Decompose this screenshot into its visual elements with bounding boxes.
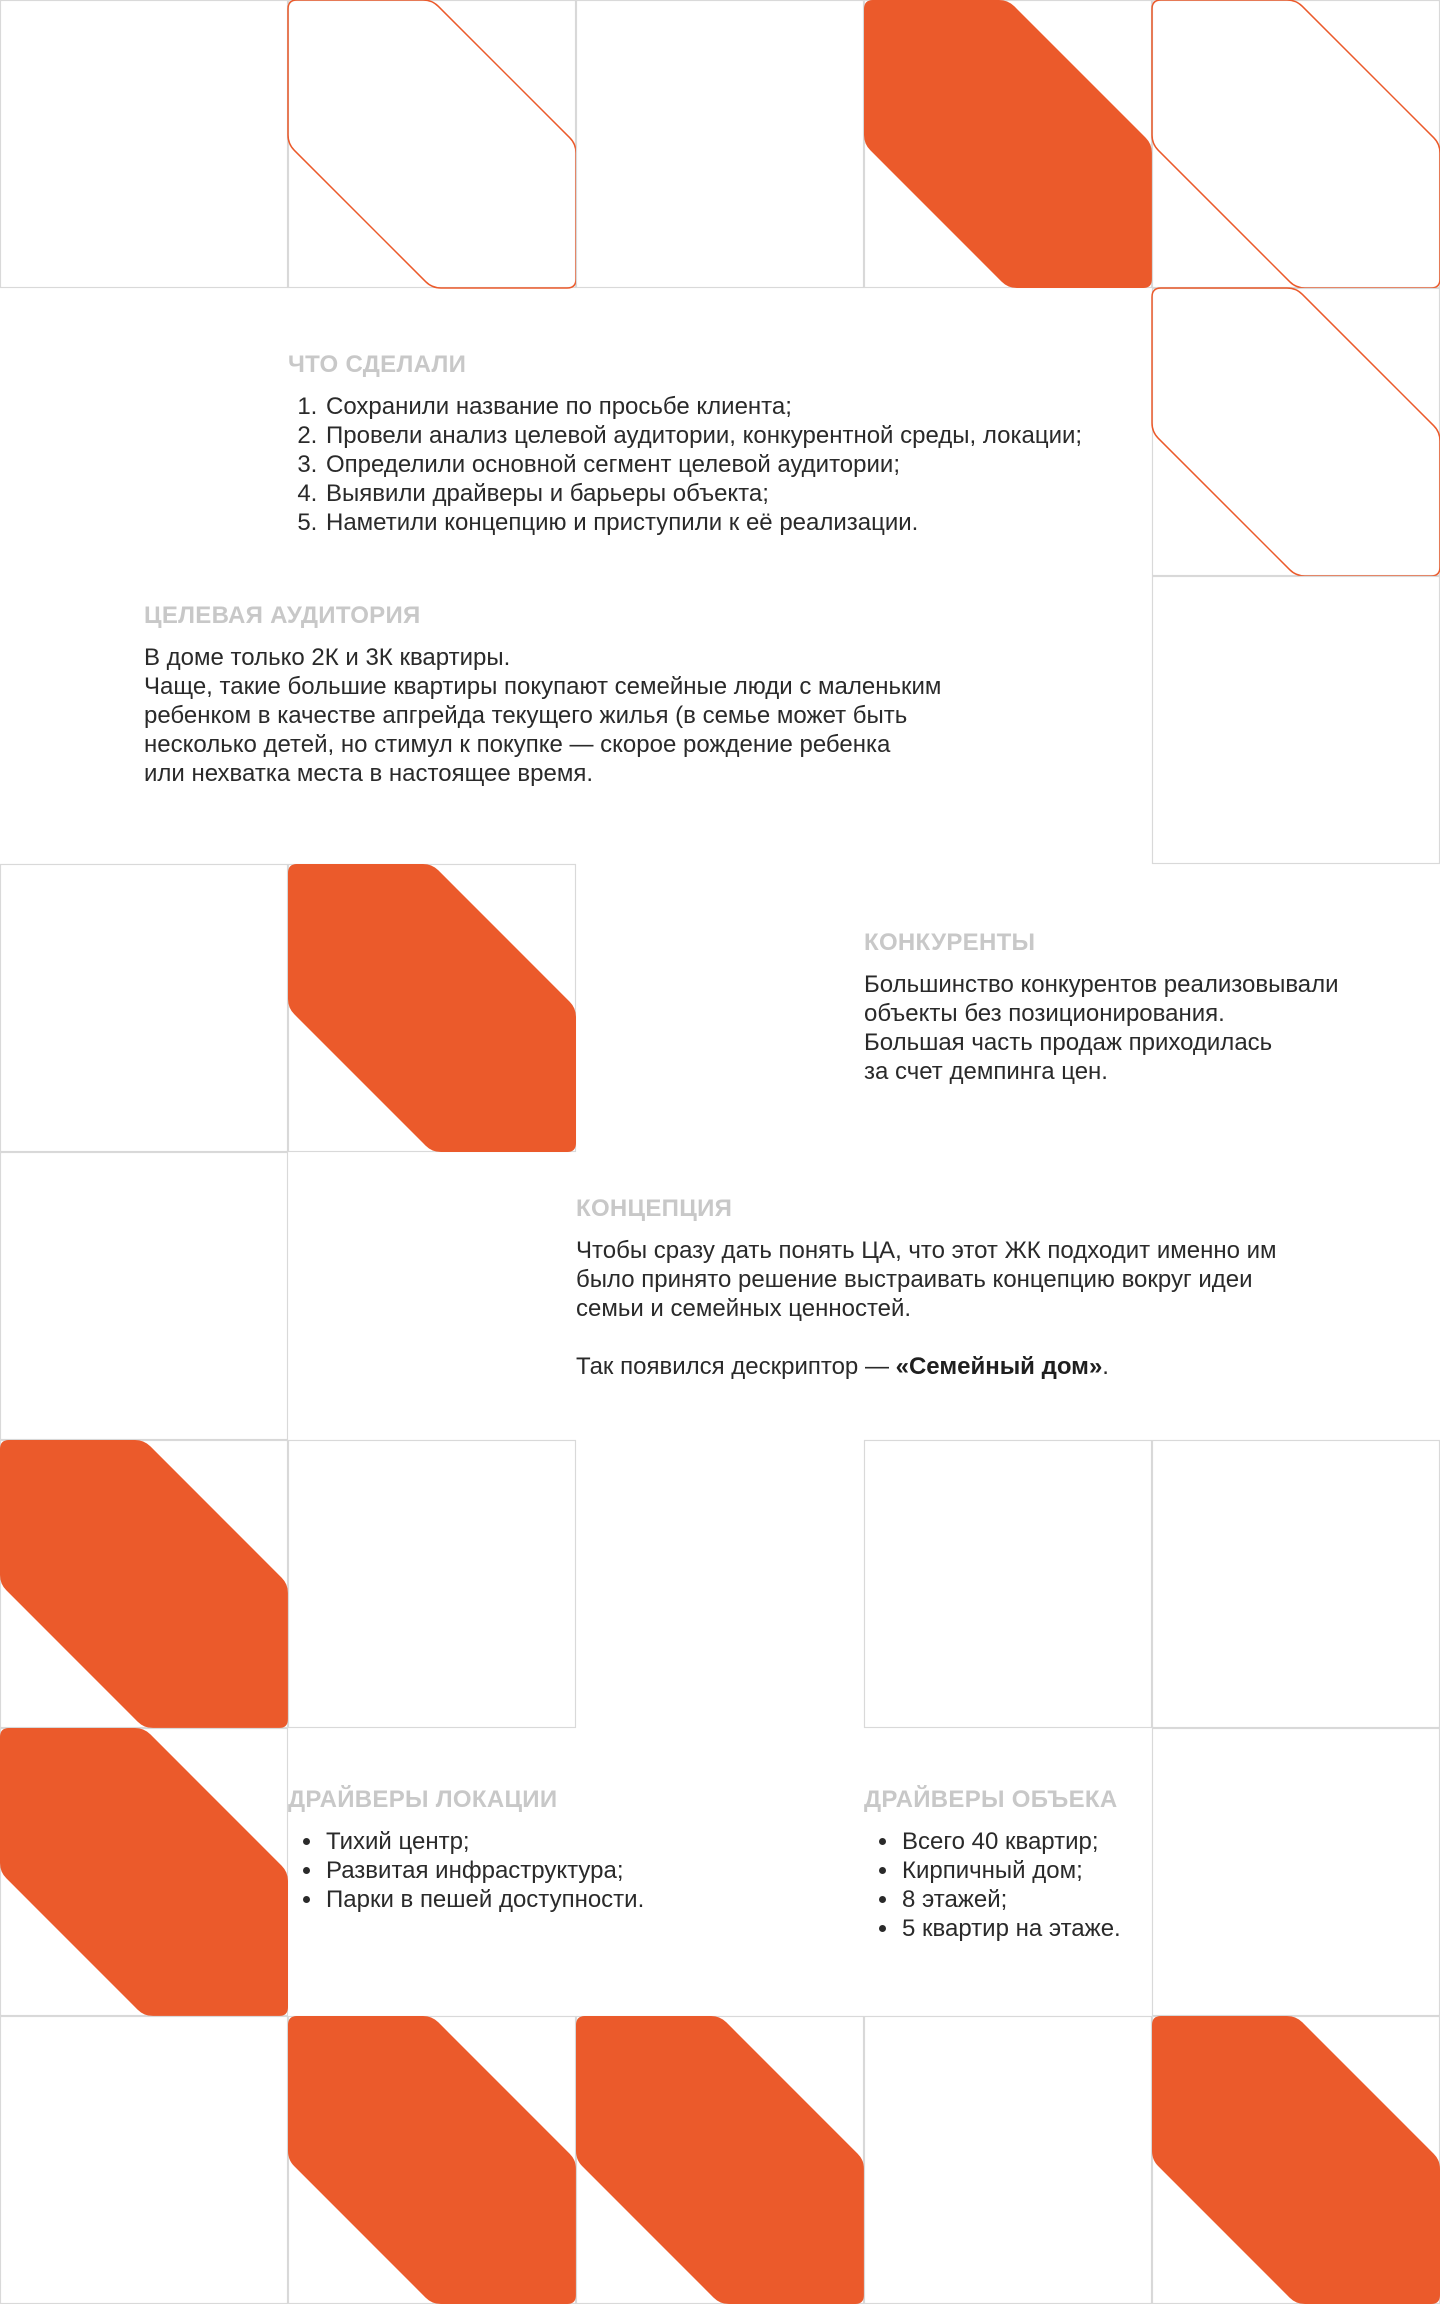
text-line: за счет демпинга цен. [864,1058,1108,1085]
filled-hexagon-shape [1152,2016,1440,2304]
grid-tile [865,1441,1152,1728]
filled-hexagon-shape [0,1728,288,2016]
competitors-section [864,928,1424,1086]
filled-hexagon-shape [288,864,576,1152]
descriptor-line [576,1352,1376,1381]
descriptor-suffix: . [1102,1353,1109,1380]
list-item: • Парки в пешей доступности. [324,1885,828,1914]
filled-hexagon-shape [288,2016,576,2304]
competitors-text [864,970,1424,1086]
descriptor-name: «Семейный дом» [895,1353,1103,1380]
object-drivers-list [864,1827,1404,1943]
list-item: • Развитая инфраструктура; [324,1856,828,1885]
outline-hexagon-shape [1152,288,1440,576]
object-drivers-heading: ДРАЙВЕРЫ ОБЪЕКА [864,1786,1118,1813]
grid-tile [865,2017,1152,2304]
outline-hexagon-shape [1152,0,1440,288]
text-line: В доме только 2К и 3К квартиры. [144,644,511,671]
list-item: • 8 этажей; [900,1885,1404,1914]
grid-tile [1153,1441,1440,1728]
filled-hexagon-shape [864,0,1152,288]
audience-text [144,643,1024,788]
grid-tile [1,1153,288,1440]
text-line: Чтобы сразу дать понять ЦА, что этот ЖК подходит именно им [576,1237,1277,1264]
grid-tile [1153,289,1440,576]
list-item: 5. Наметили концепцию и приступили к её реализации. [324,508,1168,537]
list-item: 1. Сохранили название по просьбе клиента; [324,392,1168,421]
location-drivers-section [288,1785,828,1914]
outline-hexagon-shape [288,0,576,288]
text-line: было принято решение выстраивать концепцию вокруг идеи [576,1266,1253,1293]
text-line: Большая часть продаж приходилась [864,1029,1273,1056]
list-item: • Тихий центр; [324,1827,828,1856]
audience-heading: ЦЕЛЕВАЯ АУДИТОРИЯ [144,602,421,629]
text-line: Чаще, такие большие квартиры покупают семейные люди с маленьким [144,673,942,700]
grid-tile [289,1,576,288]
list-item: • 5 квартир на этаже. [900,1914,1404,1943]
list-item: 2. Провели анализ целевой аудитории, конкурентной среды, локации; [324,421,1168,450]
filled-hexagon-shape [0,1440,288,1728]
location-drivers-list [288,1827,828,1914]
concept-section [576,1194,1376,1381]
grid-tile [1153,577,1440,864]
audience-section [144,601,1024,788]
what-done-list [288,392,1168,537]
grid-tile [289,1441,576,1728]
object-drivers-section [864,1785,1404,1943]
what-done-section [288,350,1168,537]
what-done-heading: ЧТО СДЕЛАЛИ [288,351,467,378]
filled-hexagon-shape [576,2016,864,2304]
text-line: семьи и семейных ценностей. [576,1295,912,1322]
grid-tile [1,1,288,288]
descriptor-prefix: Так появился дескриптор — [576,1353,896,1380]
competitors-heading: КОНКУРЕНТЫ [864,929,1036,956]
grid-tile [1153,1,1440,288]
location-drivers-heading: ДРАЙВЕРЫ ЛОКАЦИИ [288,1786,558,1813]
grid-tile [1,865,288,1152]
list-item: • Всего 40 квартир; [900,1827,1404,1856]
grid-tile [1,2017,288,2304]
concept-text [576,1236,1376,1381]
concept-heading: КОНЦЕПЦИЯ [576,1195,733,1222]
text-line: несколько детей, но стимул к покупке — скорое рождение ребенка [144,731,891,758]
text-line: или нехватка места в настоящее время. [144,760,594,787]
list-item: 4. Выявили драйверы и барьеры объекта; [324,479,1168,508]
text-line: объекты без позиционирования. [864,1000,1225,1027]
text-line: ребенком в качестве апгрейда текущего жилья (в семье может быть [144,702,908,729]
list-item: • Кирпичный дом; [900,1856,1404,1885]
text-line: Большинство конкурентов реализовывали [864,971,1339,998]
list-item: 3. Определили основной сегмент целевой аудитории; [324,450,1168,479]
grid-tile [577,1,864,288]
